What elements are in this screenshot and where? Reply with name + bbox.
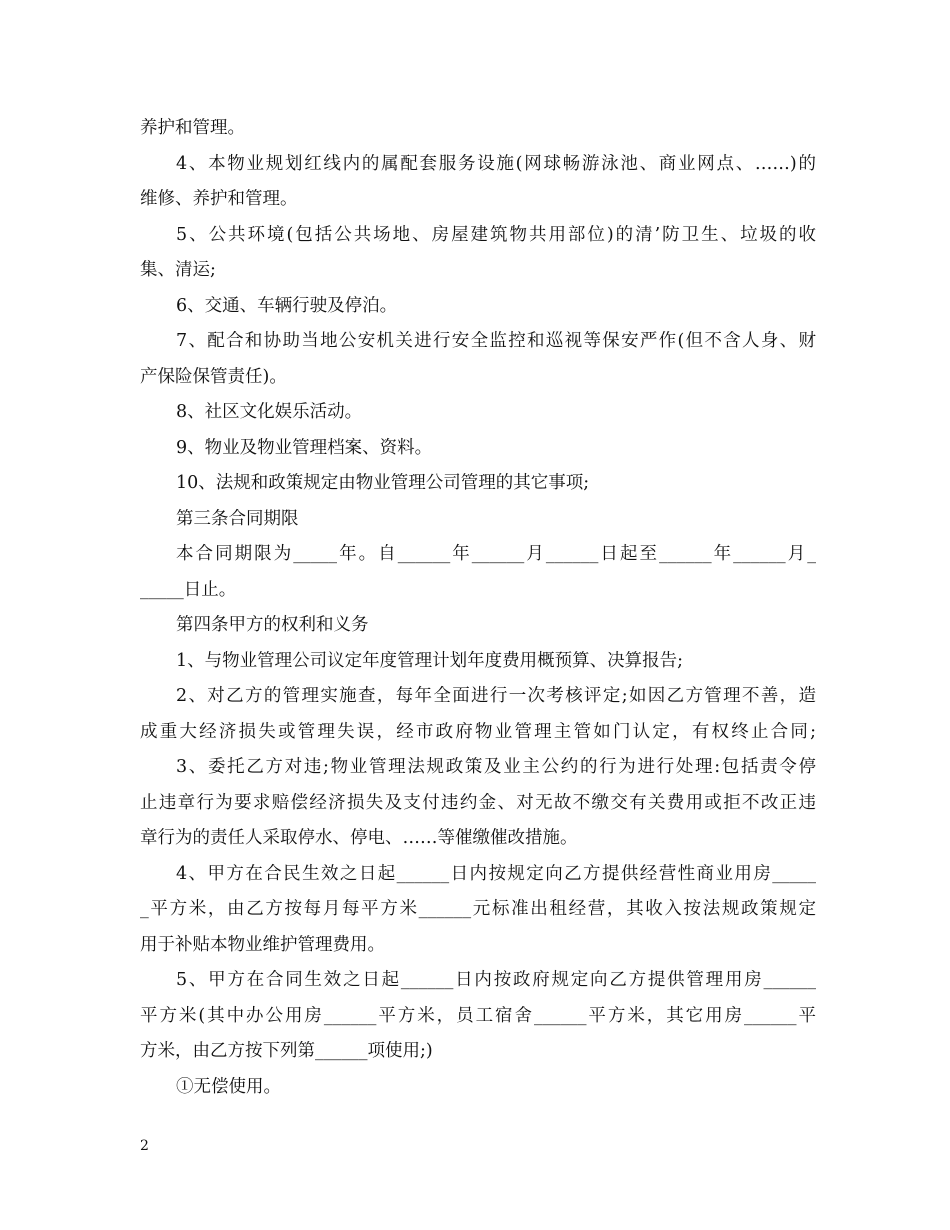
text-line: 9、物业及物业管理档案、资料。: [176, 437, 433, 458]
text-line: _平方米，由乙方按每月每平方米______元标准出租经营，其收入按法规政策规定: [140, 899, 816, 919]
text-line: 5、甲方在合同生效之日起______日内按政府规定向乙方提供管理用房______: [176, 970, 816, 990]
text-line: 1、与物业管理公司议定年度管理计划年度费用概预算、决算报告;: [176, 650, 684, 671]
text-line: 7、配合和协助当地公安机关进行安全监控和巡视等保安严作(但不含人身、财: [176, 331, 816, 351]
text-line: 4、本物业规划红线内的属配套服务设施(网球畅游泳池、商业网点、……)的: [176, 153, 816, 174]
text-line: 本合同期限为_____年。自______年______月______日起至______年______月_: [176, 544, 816, 564]
text-line: 5、公共环境(包括公共场地、房屋建筑物共用部位)的清’防卫生、垃圾的收: [176, 224, 816, 245]
text-line: 3、委托乙方对违;物业管理法规政策及业主公约的行为进行处理:包括责令停: [176, 757, 816, 777]
text-line: 止违章行为要求赔偿经济损失及支付违约金、对无故不缴交有关费用或拒不改正违: [140, 792, 816, 813]
text-line: 8、社区文化娱乐活动。: [176, 402, 363, 422]
text-line: 集、清运;: [140, 260, 216, 280]
text-line: 平方米(其中办公用房______平方米，员工宿舍______平方米，其它用房______平: [140, 1005, 816, 1026]
text-line: ①无偿使用。: [176, 1076, 281, 1097]
body-text: [140, 111, 816, 1105]
text-line: 2、对乙方的管理实施查，每年全面进行一次考核评定;如因乙方管理不善，造: [176, 686, 816, 706]
text-line: 10、法规和政策规定由物业管理公司管理的其它事项;: [176, 473, 590, 493]
text-line: 成重大经济损失或管理失误，经市政府物业管理主管如门认定，有权终止合同;: [140, 721, 816, 742]
text-line: 产保险保管责任)。: [140, 366, 287, 387]
text-line: 方米，由乙方按下列第______项使用;): [140, 1041, 433, 1061]
text-line: 4、甲方在合民生效之日起______日内按规定向乙方提供经营性商业用房_____: [176, 863, 816, 884]
text-line: 章行为的责任人采取停水、停电、……等催缴催改措施。: [140, 828, 578, 848]
section-heading: 第三条合同期限: [176, 508, 299, 529]
text-line: 养护和管理。: [140, 118, 245, 138]
text-line: 维修、养护和管理。: [140, 189, 298, 209]
page-number: 2: [140, 1138, 149, 1154]
text-line: _____日止。: [140, 579, 237, 600]
text-line: 用于补贴本物业维护管理费用。: [140, 934, 385, 955]
text-line: 6、交通、车辆行驶及停泊。: [176, 295, 398, 316]
section-heading: 第四条甲方的权利和义务: [176, 615, 369, 635]
